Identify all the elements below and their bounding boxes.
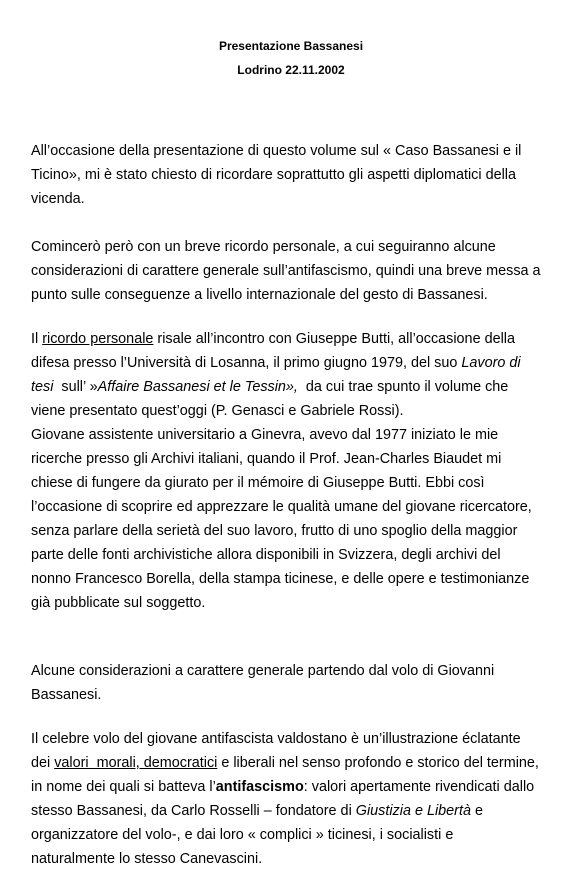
text-line: Comincerò però con un breve ricordo personale, a cui seguiranno alcune bbox=[31, 239, 496, 255]
text-line bbox=[31, 775, 576, 799]
text-line: Alcune considerazioni a carattere generale partendo dal volo di Giovanni bbox=[31, 663, 495, 679]
text-run: dei bbox=[31, 755, 55, 771]
text-line bbox=[31, 327, 576, 351]
text-line: parte delle fonti archivistiche allora disponibili in Svizzera, degli archivi del bbox=[31, 547, 501, 563]
italic-text: tesi bbox=[31, 379, 54, 395]
text-line: chiese di fungere da giurato per il mémoire di Giuseppe Butti. Ebbi così bbox=[31, 475, 485, 491]
text-line: organizzatore del volo-, e dai loro « complici » ticinesi, i socialisti e bbox=[31, 827, 454, 843]
text-run: difesa presso l’Università di Losanna, il primo giugno 1979, del suo bbox=[31, 355, 462, 371]
text-line: Ticino», mi è stato chiesto di ricordare soprattutto gli aspetti diplomatici della bbox=[31, 167, 516, 183]
text-run: : valori apertamente rivendicati dallo bbox=[303, 779, 535, 795]
text-line bbox=[31, 799, 576, 823]
text-run: e bbox=[470, 803, 483, 819]
paragraph-values bbox=[31, 727, 576, 871]
text-line bbox=[31, 351, 576, 375]
text-run: stesso Bassanesi, da Carlo Rosselli – fondatore di bbox=[31, 803, 356, 819]
bold-text: antifascismo bbox=[215, 779, 304, 795]
text-line: Giovane assistente universitario a Ginevra, avevo dal 1977 iniziato le mie bbox=[31, 427, 499, 443]
text-line: vicenda. bbox=[31, 191, 85, 207]
text-line: già pubblicate sul soggetto. bbox=[31, 595, 206, 611]
text-run: risale all’incontro con Giuseppe Butti, all’occasione della bbox=[153, 331, 515, 347]
text-run: in nome dei quali si batteva l’ bbox=[31, 779, 216, 795]
document-title: Presentazione Bassanesi bbox=[218, 39, 364, 53]
text-line: Bassanesi. bbox=[31, 687, 102, 703]
italic-text: Giustizia e Libertà bbox=[355, 803, 471, 819]
text-line: senza parlare della serietà del suo lavoro, frutto di uno spoglio della maggior bbox=[31, 523, 518, 539]
text-line bbox=[31, 375, 576, 399]
paragraph-outline bbox=[31, 235, 576, 307]
text-run: e liberali nel senso profondo e storico del termine, bbox=[217, 755, 539, 771]
text-run: da cui trae spunto il volume che bbox=[297, 379, 509, 395]
text-line: naturalmente lo stesso Canevascini. bbox=[31, 851, 263, 867]
text-line: nonno Francesco Borella, della stampa ticinese, e delle opere e testimonianze bbox=[31, 571, 530, 587]
text-line: considerazioni di carattere generale sull’antifascismo, quindi una breve messa a bbox=[31, 263, 541, 279]
text-line: l’occasione di scoprire ed apprezzare le qualità umane del giovane ricercatore, bbox=[31, 499, 532, 515]
paragraph-intro bbox=[31, 139, 576, 211]
text-line: All’occasione della presentazione di questo volume sul « Caso Bassanesi e il bbox=[31, 143, 522, 159]
text-run: Il bbox=[31, 331, 43, 347]
text-line: Il celebre volo del giovane antifascista valdostano è un’illustrazione éclatante bbox=[31, 731, 521, 747]
text-line bbox=[31, 751, 576, 775]
underlined-text: ricordo personale bbox=[42, 331, 154, 347]
underlined-text: valori morali, democratici bbox=[54, 755, 218, 771]
document-subtitle: Lodrino 22.11.2002 bbox=[237, 63, 345, 77]
italic-text: Affaire Bassanesi et le Tessin», bbox=[97, 379, 298, 395]
italic-text: Lavoro di bbox=[461, 355, 521, 371]
paragraph-general-considerations bbox=[31, 659, 576, 707]
text-line: viene presentato quest’oggi (P. Genasci e Gabriele Rossi). bbox=[31, 403, 404, 419]
text-run: sull’ » bbox=[53, 379, 98, 395]
text-line: ricerche presso gli Archivi italiani, quando il Prof. Jean-Charles Biaudet mi bbox=[31, 451, 502, 467]
text-line: punto sulle conseguenze a livello internazionale del gesto di Bassanesi. bbox=[31, 287, 488, 303]
paragraph-personal-memory bbox=[31, 327, 576, 615]
